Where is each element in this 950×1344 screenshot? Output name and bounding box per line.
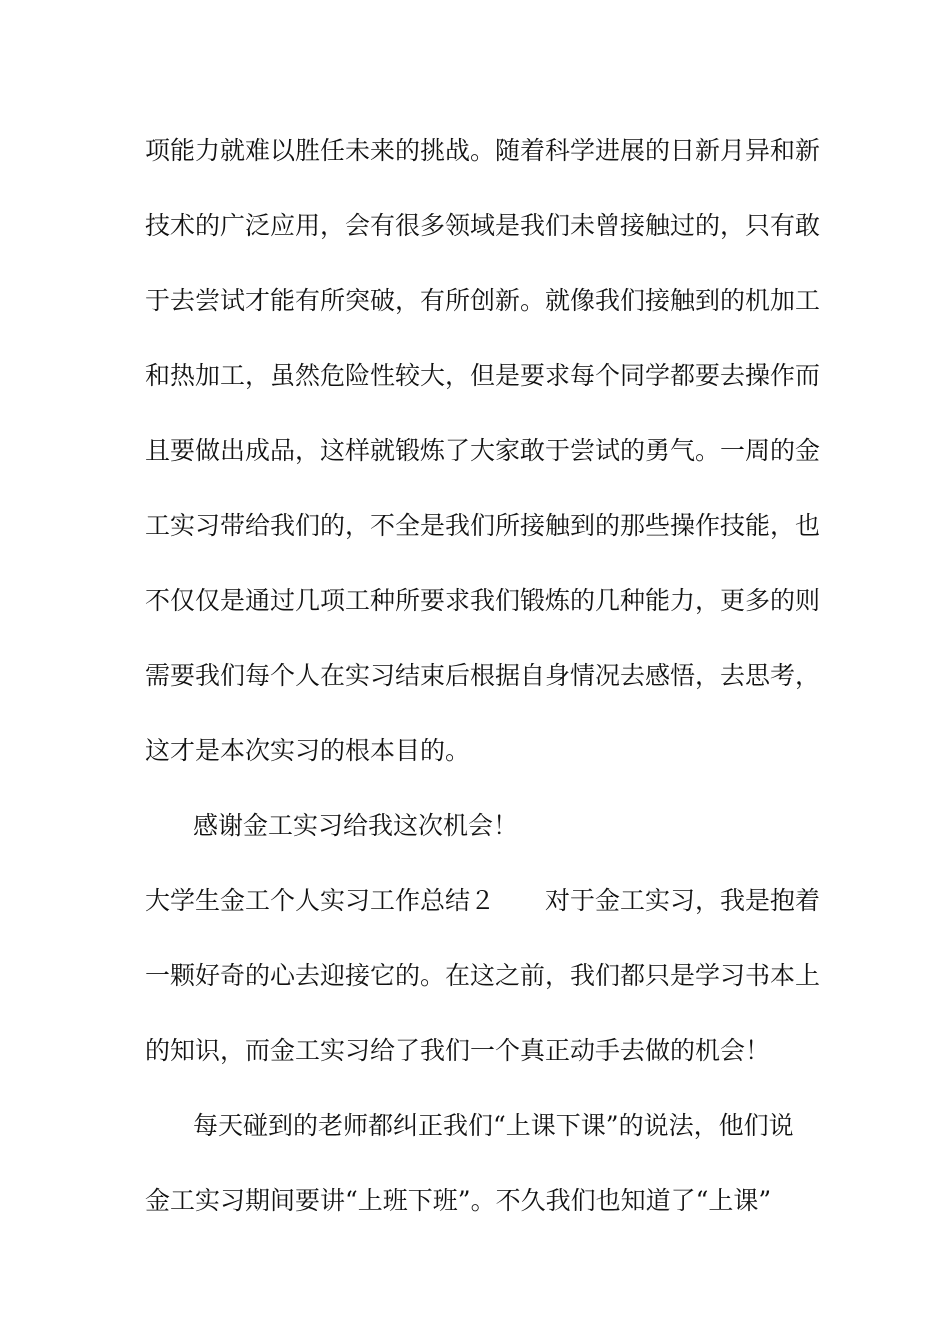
text-line: 技术的广泛应用，会有很多领域是我们未曾接触过的，只有敢 (145, 211, 821, 240)
text-line: 的知识，而金工实习给了我们一个真正动手去做的机会！ (145, 1036, 771, 1065)
section-heading-line: 大学生金工个人实习工作总结２ 对于金工实习，我是抱着 (145, 886, 821, 915)
text-line: 且要做出成品，这样就锻炼了大家敢于尝试的勇气。一周的金 (145, 436, 821, 465)
text-line: 工实习带给我们的，不全是我们所接触到的那些操作技能，也 (145, 511, 821, 540)
text-line: 和热加工，虽然危险性较大，但是要求每个同学都要去操作而 (145, 361, 821, 390)
text-line: 于去尝试才能有所突破，有所创新。就像我们接触到的机加工 (145, 286, 821, 315)
text-line: 项能力就难以胜任未来的挑战。随着科学进展的日新月异和新 (145, 136, 821, 165)
text-line: 这才是本次实习的根本目的。 (145, 736, 471, 765)
text-line: 一颗好奇的心去迎接它的。在这之前，我们都只是学习书本上 (145, 961, 821, 990)
text-line: 不仅仅是通过几项工种所要求我们锻炼的几种能力，更多的则 (145, 586, 821, 615)
text-line: 金工实习期间要讲“上班下班”。不久我们也知道了“上课” (145, 1186, 772, 1215)
text-line: 感谢金工实习给我这次机会！ (193, 811, 519, 840)
text-line: 每天碰到的老师都纠正我们“上课下课”的说法，他们说 (193, 1111, 794, 1140)
text-line: 需要我们每个人在实习结束后根据自身情况去感悟，去思考， (145, 661, 821, 690)
